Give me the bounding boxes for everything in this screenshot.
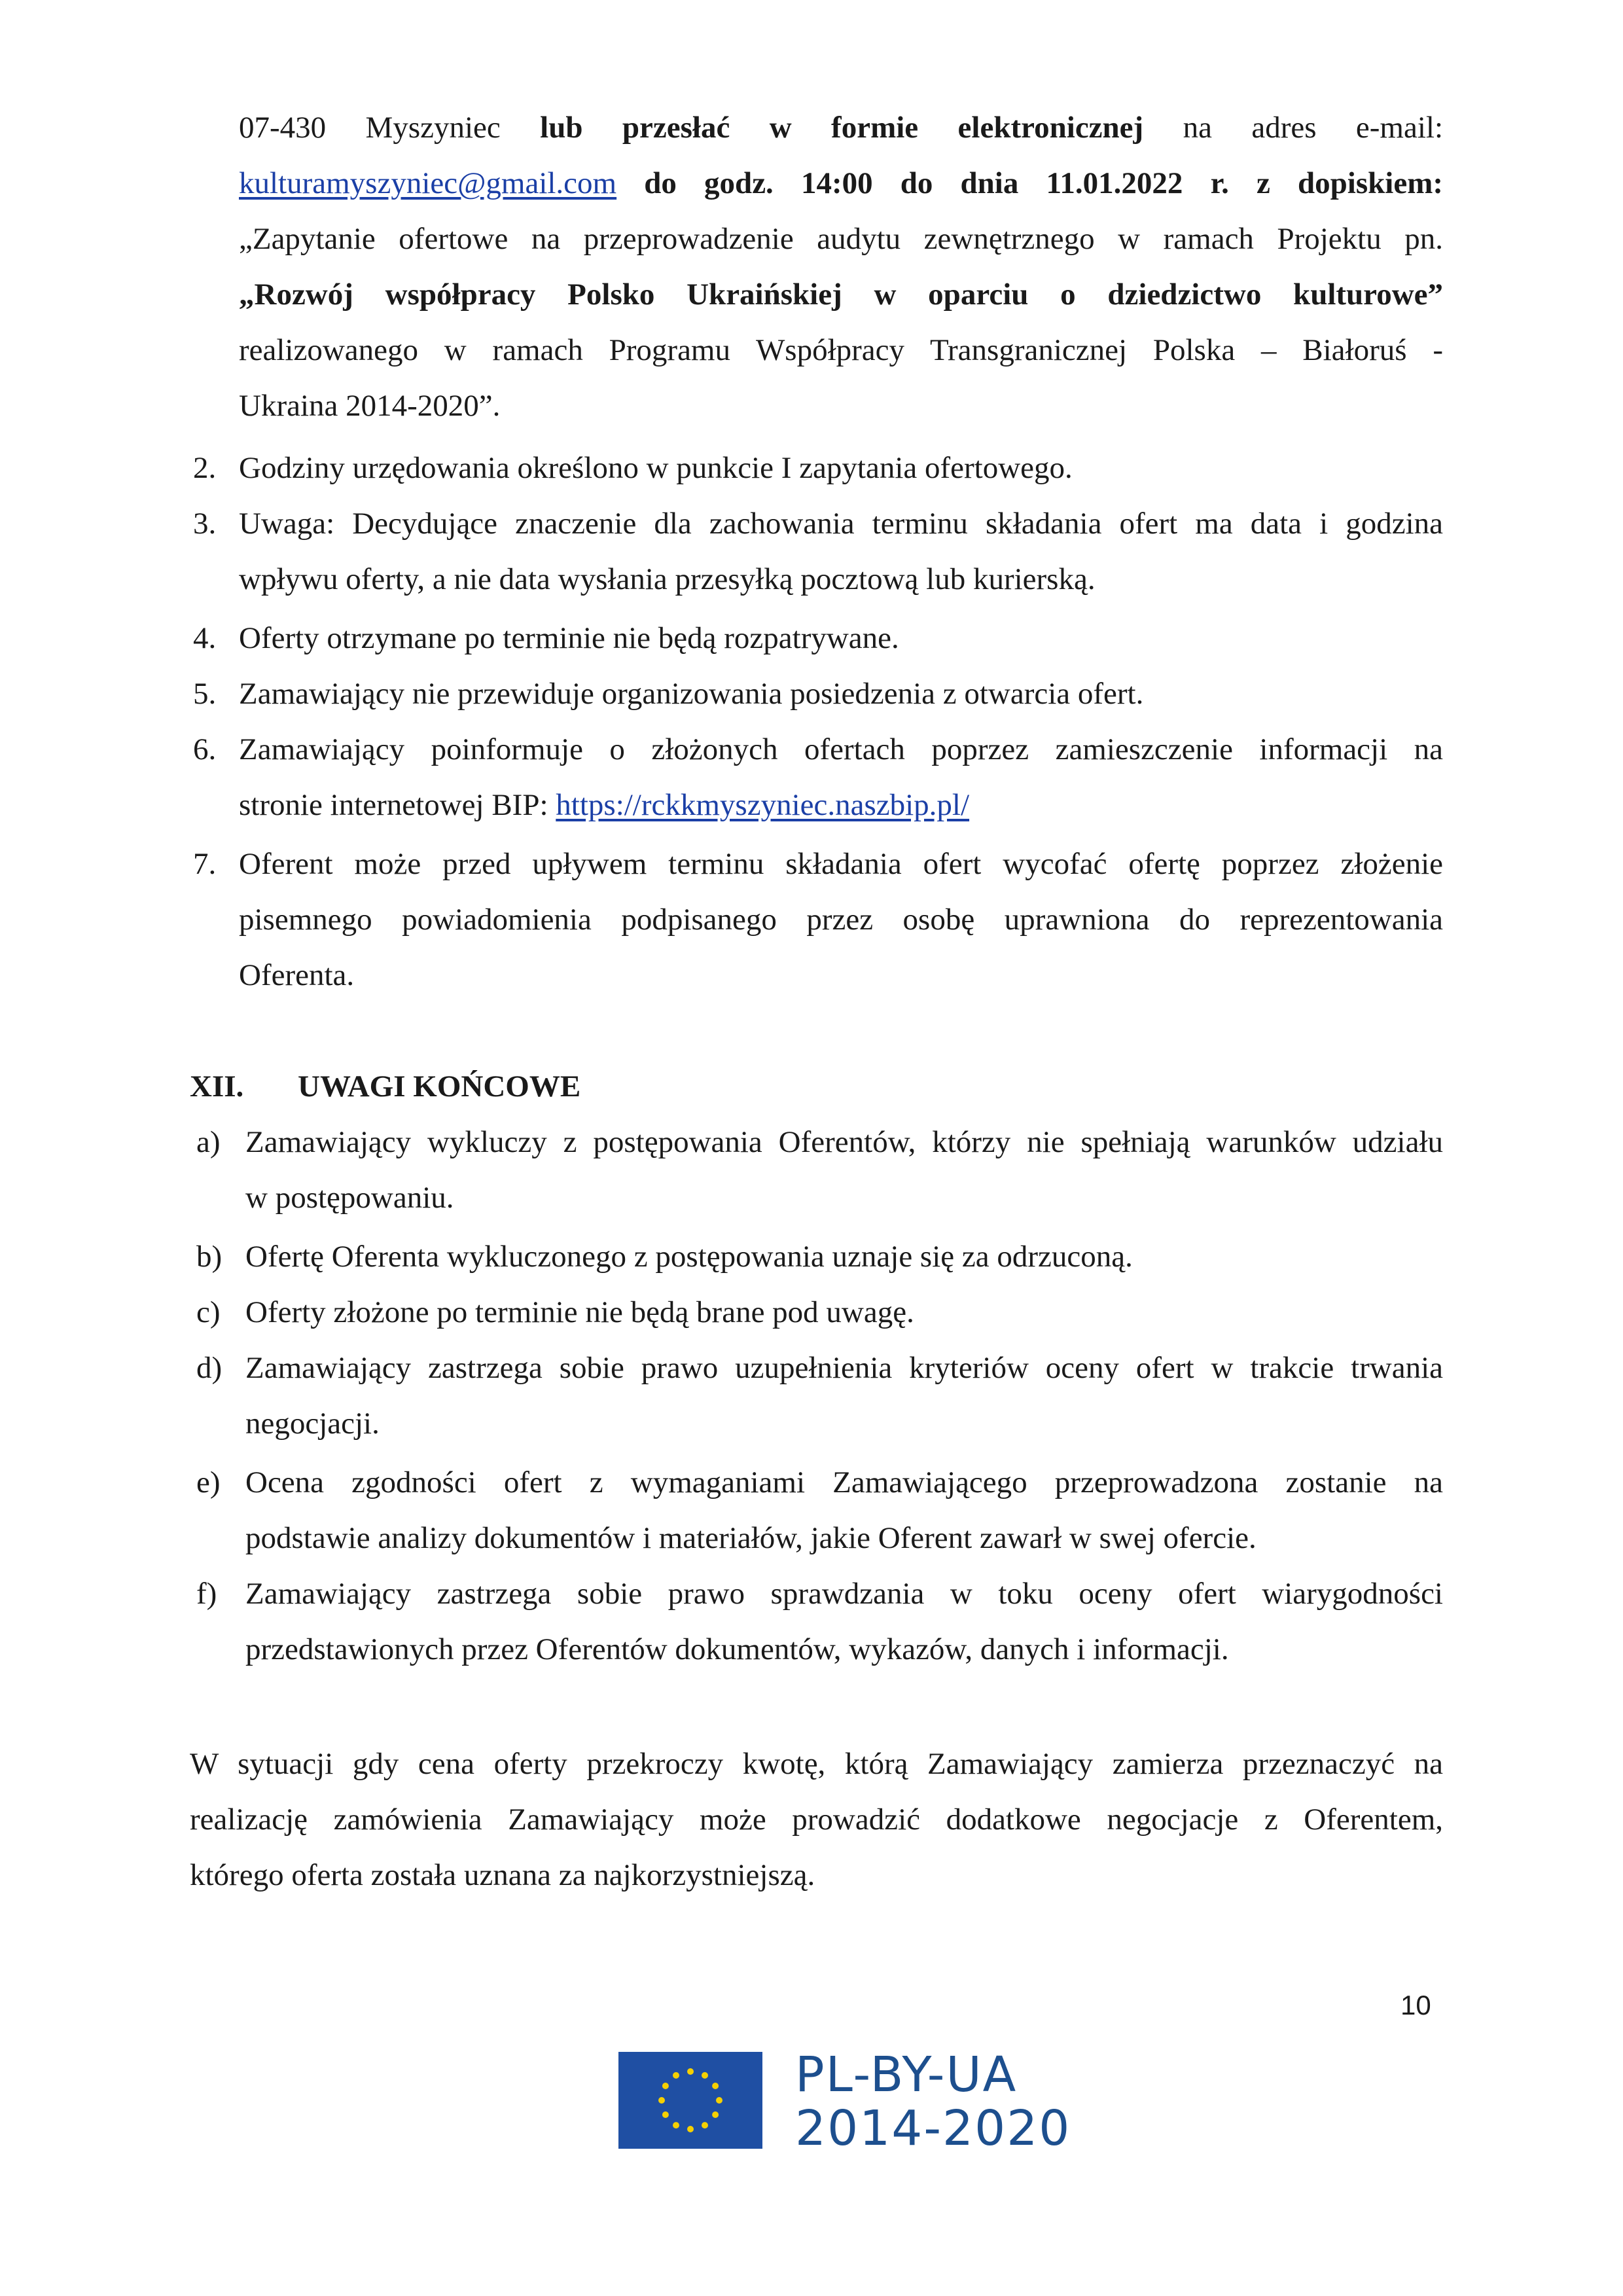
remark-line: Oferty złożone po terminie nie będą brane pod uwagę. (245, 1295, 914, 1329)
remark-letter: f) (196, 1577, 217, 1611)
paragraph-line: kulturamyszyniec@gmail.com do godz. 14:00 do dnia 11.01.2022 r. z dopiskiem: (239, 166, 1444, 200)
item-number: 2. (193, 451, 217, 485)
remark-letter: e) (196, 1465, 221, 1499)
eu-star-icon (702, 2072, 708, 2079)
item-line: wpływu oferty, a nie data wysłania przesyłką pocztową lub kurierską. (239, 562, 1096, 596)
paragraph-line: 07-430 Myszyniec lub przesłać w formie elektronicznej na adres e-mail: (239, 111, 1444, 145)
item-line: stronie internetowej BIP: https://rckkmyszyniec.naszbip.pl/ (239, 788, 970, 822)
eu-star-icon (716, 2097, 722, 2104)
section-title: UWAGI KOŃCOWE (298, 1069, 581, 1103)
project-title: „Rozwój współpracy Polsko Ukraińskiej w oparciu o dziedzictwo kulturowe” (239, 278, 1443, 312)
remark-letter: c) (196, 1295, 221, 1329)
remark-letter: a) (196, 1125, 221, 1159)
eu-star-icon (712, 2083, 719, 2089)
item-line: Zamawiający poinformuje o złożonych ofertach poprzez zamieszczenie informacji na (239, 732, 1443, 766)
remark-line: w postępowaniu. (245, 1181, 454, 1215)
remark-letter: d) (196, 1351, 223, 1385)
eu-star-icon (687, 2068, 694, 2075)
eu-star-icon (673, 2122, 679, 2128)
item-number: 6. (193, 732, 217, 766)
closing-line: realizację zamówienia Zamawiający może prowadzić dodatkowe negocjacje z Oferentem, (190, 1803, 1443, 1837)
eu-star-icon (662, 2111, 669, 2118)
bip-link[interactable]: https://rckkmyszyniec.naszbip.pl/ (556, 788, 970, 822)
item-number: 4. (193, 621, 217, 655)
paragraph-line: „Zapytanie ofertowe na przeprowadzenie audytu zewnętrznego w ramach Projektu pn. (239, 222, 1443, 256)
closing-line: W sytuacji gdy cena oferty przekroczy kwotę, którą Zamawiający zamierza przeznaczyć na (190, 1747, 1443, 1781)
remark-line: Ocena zgodności ofert z wymaganiami Zamawiającego przeprowadzona zostanie na (245, 1465, 1443, 1499)
item-line: Uwaga: Decydujące znaczenie dla zachowania terminu składania ofert ma data i godzina (239, 507, 1443, 541)
eu-star-icon (712, 2111, 719, 2118)
logo-text-line1: PL-BY-UA (795, 2047, 1018, 2103)
section-number: XII. (190, 1069, 244, 1103)
eu-star-icon (662, 2083, 669, 2089)
eu-star-icon (687, 2126, 694, 2132)
item-line: Zamawiający nie przewiduje organizowania posiedzenia z otwarcia ofert. (239, 677, 1144, 711)
eu-stars-icon (618, 2052, 762, 2149)
eu-flag-logo (618, 2052, 762, 2149)
logo-text-line2: 2014-2020 (795, 2100, 1071, 2157)
paragraph-line: Ukraina 2014-2020”. (239, 389, 501, 423)
remark-line: Zamawiający zastrzega sobie prawo sprawdzania w toku oceny ofert wiarygodności (245, 1577, 1443, 1611)
item-line: Oferenta. (239, 958, 355, 992)
remark-line: podstawie analizy dokumentów i materiałów, jakie Oferent zawarł w swej ofercie. (245, 1521, 1257, 1555)
item-number: 7. (193, 847, 217, 881)
item-number: 3. (193, 507, 217, 541)
eu-star-icon (658, 2097, 665, 2104)
page-number: 10 (1400, 1990, 1431, 2020)
item-line: Oferent może przed upływem terminu składania ofert wycofać ofertę poprzez złożenie (239, 847, 1443, 881)
closing-line: którego oferta została uznana za najkorzystniejszą. (190, 1858, 815, 1892)
remark-letter: b) (196, 1240, 223, 1274)
item-number: 5. (193, 677, 217, 711)
email-link[interactable]: kulturamyszyniec@gmail.com (239, 166, 617, 200)
remark-line: negocjacji. (245, 1407, 380, 1441)
item-line: pisemnego powiadomienia podpisanego przez osobę uprawniona do reprezentowania (239, 903, 1443, 937)
remark-line: Zamawiający wykluczy z postępowania Oferentów, którzy nie spełniają warunków udziału (245, 1125, 1443, 1159)
eu-star-icon (702, 2122, 708, 2128)
item-line: Oferty otrzymane po terminie nie będą rozpatrywane. (239, 621, 899, 655)
remark-line: Ofertę Oferenta wykluczonego z postępowania uznaje się za odrzuconą. (245, 1240, 1133, 1274)
paragraph-line: realizowanego w ramach Programu Współpracy Transgranicznej Polska – Białoruś - (239, 333, 1443, 367)
remark-line: przedstawionych przez Oferentów dokumentów, wykazów, danych i informacji. (245, 1632, 1229, 1666)
item-line: Godziny urzędowania określono w punkcie I zapytania ofertowego. (239, 451, 1073, 485)
remark-line: Zamawiający zastrzega sobie prawo uzupełnienia kryteriów oceny ofert w trakcie trwania (245, 1351, 1443, 1385)
eu-star-icon (673, 2072, 679, 2079)
